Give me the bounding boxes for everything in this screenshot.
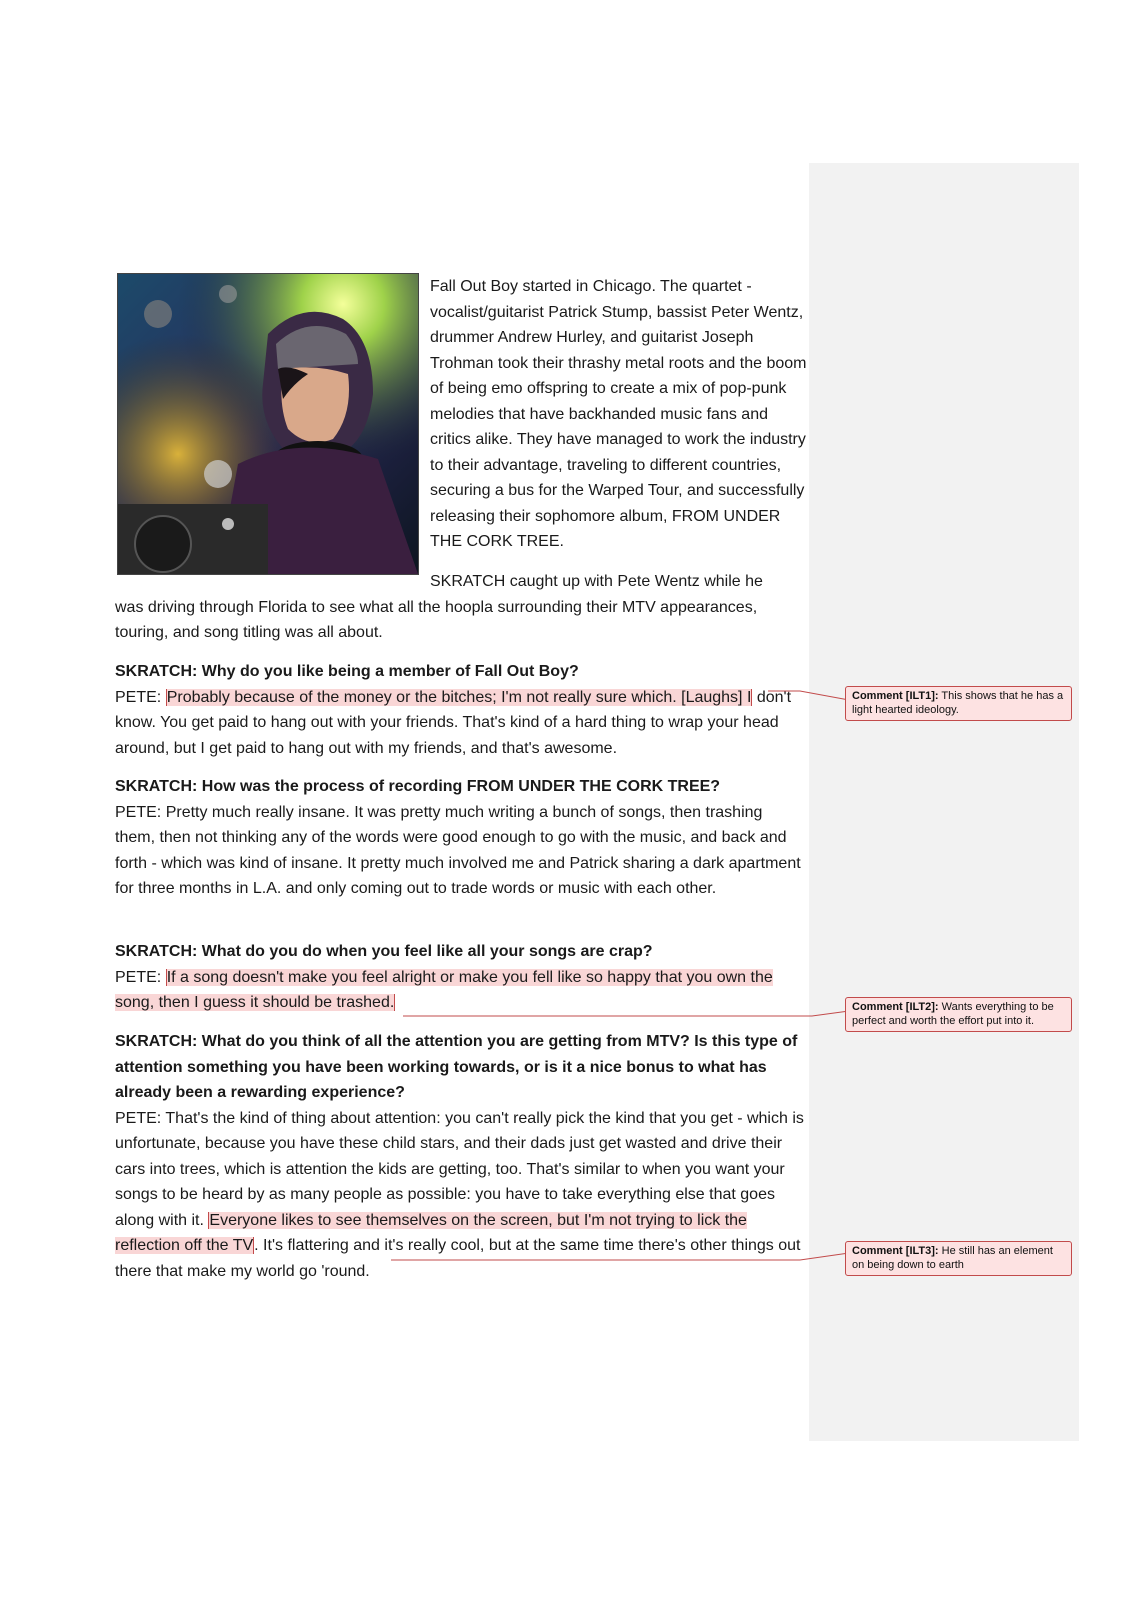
comment-text: Wants everything to be perfect and worth the effort put into it.: [852, 1001, 1054, 1027]
speaker-label: PETE: [115, 803, 157, 821]
qa-block-1: SKRATCH: Why do you like being a member of Fall Out Boy? PETE: Probably because of the money or the bitches; I'm not really sure which. [Laughs] I don't know. You get paid to hang out with your friends. That's kind of a hard thing to wrap your head around, but I get paid to hang out with my friends, and that's awesome.: [115, 659, 805, 761]
highlight-ilt1[interactable]: Probably because of the money or the bitches; I'm not really sure which. [Laughs] I: [166, 688, 752, 706]
speaker-label: PETE: [115, 1109, 157, 1127]
question-1: SKRATCH: Why do you like being a member of Fall Out Boy?: [115, 663, 579, 680]
comment-label: Comment [ILT3]:: [852, 1245, 939, 1257]
question-2: SKRATCH: How was the process of recording FROM UNDER THE CORK TREE?: [115, 778, 721, 795]
answer-4-after: . It's flattering and it's really cool, but at the same time there's other things out there that make my world go 'round.: [115, 1237, 801, 1280]
comment-ilt1[interactable]: [845, 686, 1072, 721]
comment-ilt2[interactable]: [845, 997, 1072, 1032]
comment-text: He still has an element on being down to earth: [852, 1245, 1053, 1271]
comment-text: This shows that he has a light hearted ideology.: [852, 690, 1064, 716]
skratch-intro-rest: was driving through Florida to see what all the hoopla surrounding their MTV appearances, touring, and song titling was all about.: [115, 598, 758, 641]
answer-2: Pretty much really insane. It was pretty much writing a bunch of songs, then trashing them, then not thinking any of the words were good enough to go with the music, and back and forth - which was kind of insane. It pretty much involved me and Patrick sharing a dark apartment for three months in L.A. and only coming out to trade words or music with each other.: [115, 803, 801, 897]
skratch-intro-paragraph: [115, 569, 805, 646]
qa-block-2: SKRATCH: How was the process of recording FROM UNDER THE CORK TREE? PETE: Pretty much really insane. It was pretty much writing a bunch of songs, then trashing them, then not thinking any of the words were good enough to go with the music, and back and forth - which was kind of insane. It pretty much involved me and Patrick sharing a dark apartment for three months in L.A. and only coming out to trade words or music with each other.: [115, 774, 805, 902]
skratch-intro-line1: SKRATCH caught up with Pete Wentz while he: [430, 573, 763, 590]
question-4: SKRATCH: What do you think of all the attention you are getting from MTV? Is this type of attention something you have been working towards, or is it a nice bonus to what has already been a rewarding experience?: [115, 1033, 798, 1101]
comment-label: Comment [ILT1]:: [852, 690, 939, 702]
qa-block-4: SKRATCH: What do you think of all the attention you are getting from MTV? Is this type of attention something you have been working towards, or is it a nice bonus to what has already been a rewarding experience? PETE: That's the kind of thing about attention: you can't really pick the kind that you get - which is unfortunate, because you have these child stars, and their dads just get wasted and drive their cars into trees, which is attention the kids are getting, too. That's similar to when you want your songs to be heard by as many people as possible: you have to take everything else that goes along with it. Everyone likes to see themselves on the screen, but I'm not trying to lick the reflection off the TV. It's flattering and it's really cool, but at the same time there's other things out there that make my world go 'round.: [115, 1029, 805, 1284]
speaker-label: PETE: [115, 688, 157, 706]
speaker-label: PETE: [115, 968, 157, 986]
answer-4-before: That's the kind of thing about attention: you can't really pick the kind that you get - which is unfortunate, because you have these child stars, and their dads just get wasted and drive their cars into trees, which is attention the kids are getting, too. That's similar to when you want your songs to be heard by as many people as possible: you have to take everything else that goes along with it.: [115, 1109, 804, 1229]
comment-label: Comment [ILT2]:: [852, 1001, 939, 1013]
highlight-ilt3[interactable]: Everyone likes to see themselves on the screen, but I'm not trying to lick the reflection off the TV: [115, 1211, 747, 1254]
dj-photo: [117, 273, 419, 575]
qa-block-3: SKRATCH: What do you do when you feel like all your songs are crap? PETE: If a song doesn't make you feel alright or make you fell like so happy that you own the song, then I guess it should be trashed.: [115, 939, 805, 1016]
question-3: SKRATCH: What do you do when you feel like all your songs are crap?: [115, 943, 653, 960]
answer-1-rest: don't know. You get paid to hang out with your friends. That's kind of a hard thing to wrap your head around, but I get paid to hang out with my friends, and that's awesome.: [115, 688, 792, 757]
comment-ilt3[interactable]: [845, 1241, 1072, 1276]
highlight-ilt2[interactable]: If a song doesn't make you feel alright or make you fell like so happy that you own the song, then I guess it should be trashed.: [115, 968, 773, 1011]
intro-paragraph: Fall Out Boy started in Chicago. The quartet - vocalist/guitarist Patrick Stump, bassist Peter Wentz, drummer Andrew Hurley, and guitarist Joseph Trohman took their thrashy metal roots and the boom of being emo offspring to create a mix of pop-punk melodies that have backhanded music fans and critics alike. They have managed to work the industry to their advantage, traveling to different countries, securing a bus for the Warped Tour, and successfully releasing their sophomore album, FROM UNDER THE CORK TREE.: [430, 278, 807, 550]
